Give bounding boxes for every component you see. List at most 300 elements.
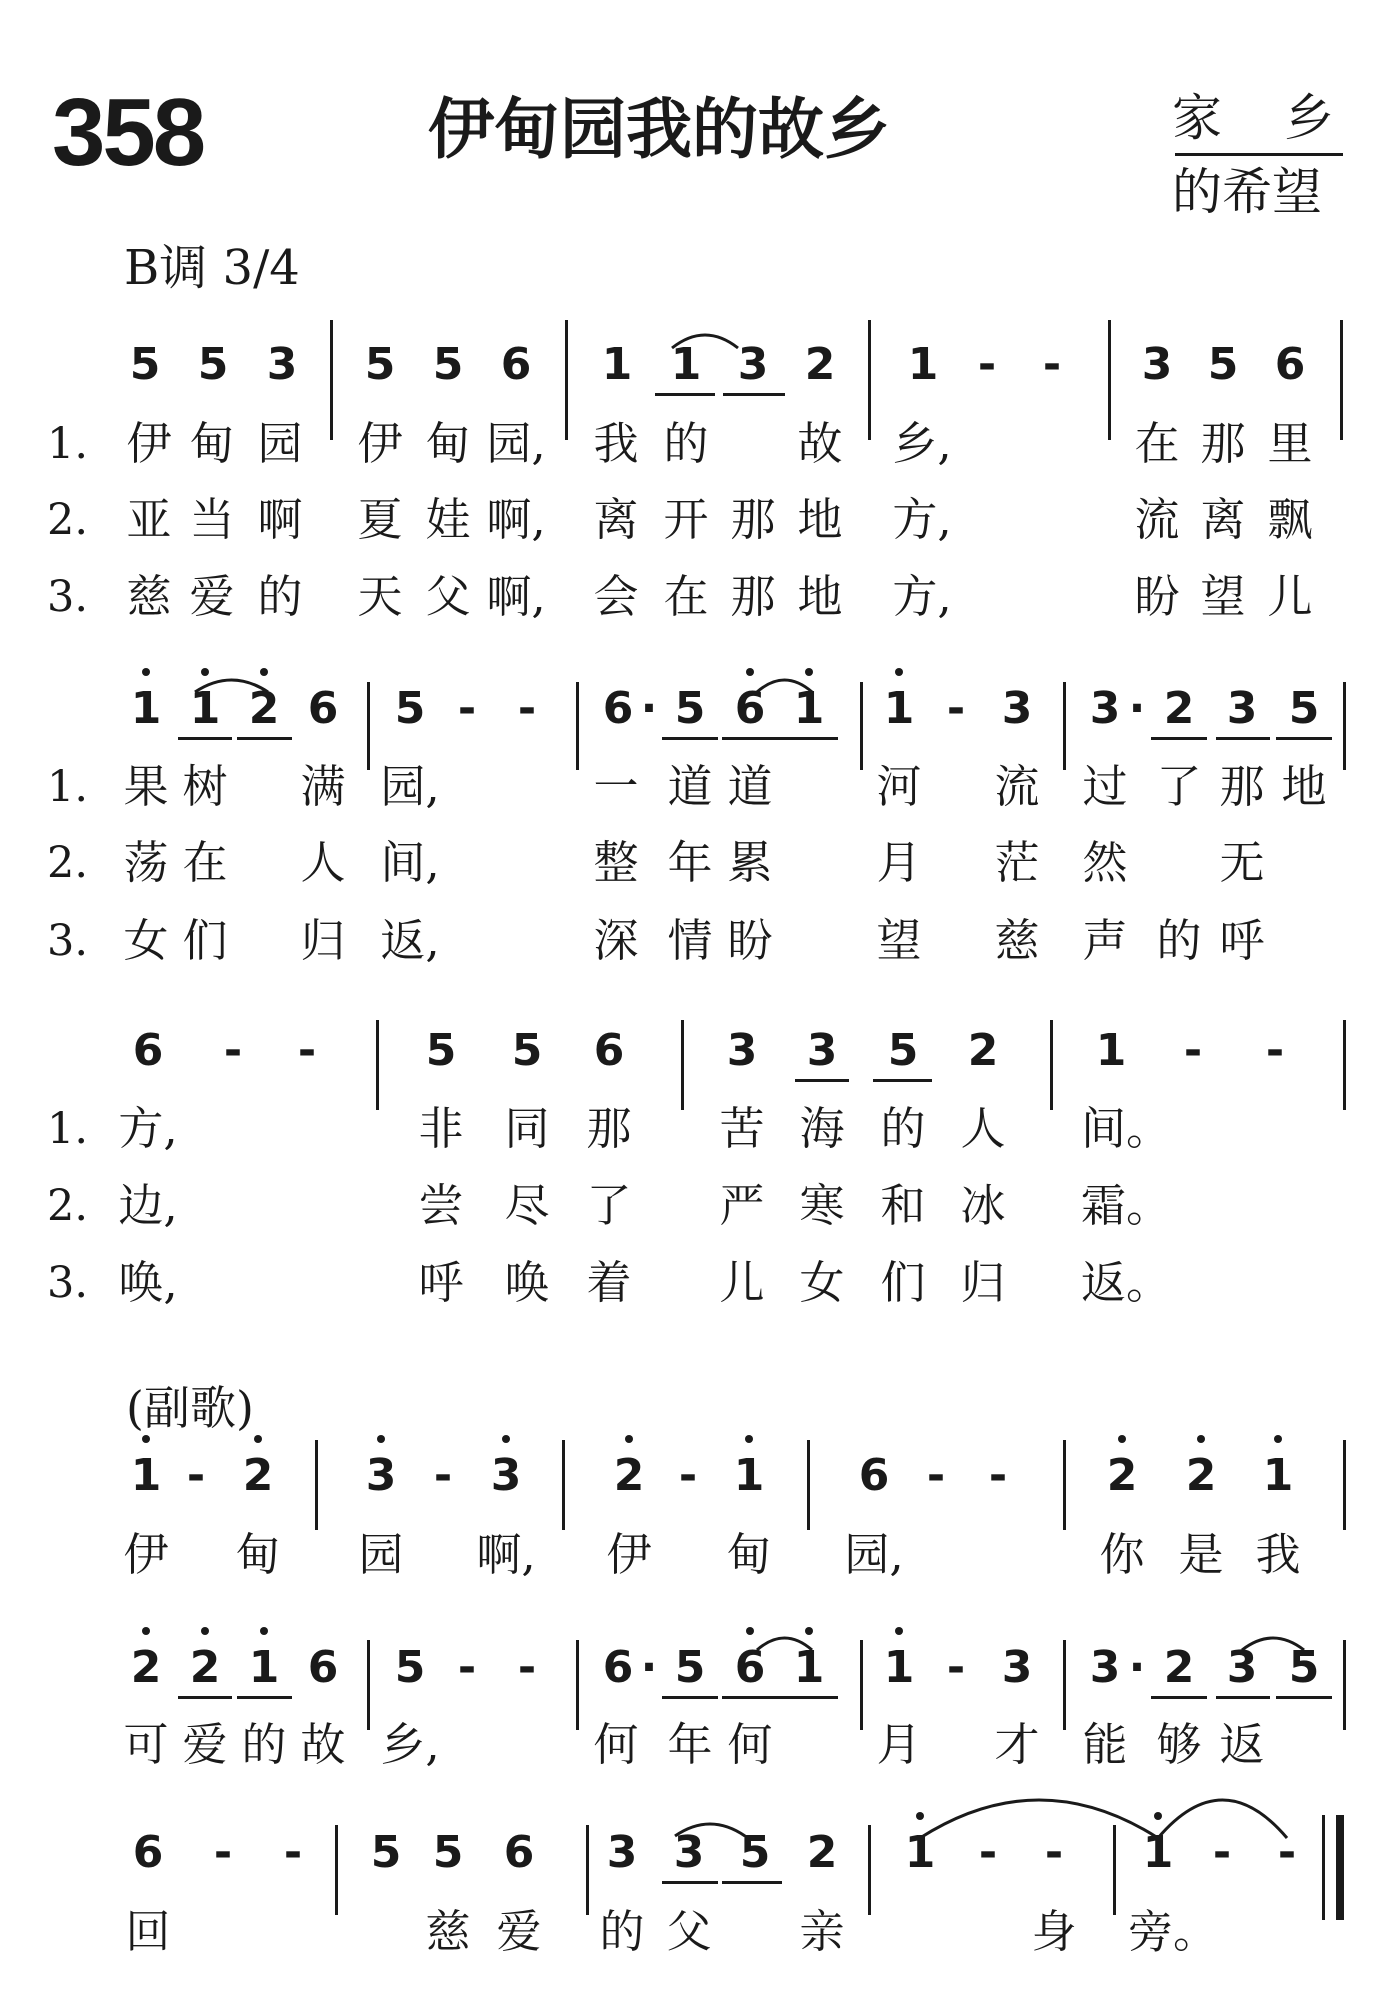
note-2: 2: [130, 1642, 162, 1693]
note-5: 5: [887, 1025, 919, 1076]
lyric-syllable: 飘: [1267, 493, 1313, 546]
note-5: 5: [511, 1025, 543, 1076]
note-3: 3: [806, 1025, 838, 1076]
bar-line: [562, 1440, 565, 1530]
note-6: 6: [734, 683, 766, 734]
lyric-syllable: 返,: [380, 914, 440, 967]
lyric-syllable: 慈: [425, 1905, 471, 1958]
note-5: 5: [197, 339, 229, 390]
eighth-underline: [1216, 737, 1270, 740]
note-1: 1: [1262, 1450, 1294, 1501]
key-signature: B调 3/4: [124, 240, 300, 296]
lyric-syllable: 声: [1082, 914, 1128, 967]
bar-line: [576, 682, 579, 770]
lyric-syllable: 甸: [425, 417, 471, 470]
bar-line: [1063, 1440, 1066, 1530]
eighth-underline: [662, 737, 718, 740]
note-3: 3: [1089, 683, 1121, 734]
lyric-syllable: 唤,: [118, 1256, 178, 1309]
eighth-underline: [662, 1696, 718, 1699]
lyric-syllable: 道: [727, 760, 773, 813]
bar-line: [335, 1825, 338, 1915]
octave-dot-high: [1118, 1435, 1126, 1443]
lyric-syllable: 地: [1281, 760, 1327, 813]
lyric-syllable: 间。: [1081, 1102, 1172, 1155]
note-3: 3: [1141, 339, 1173, 390]
lyric-syllable: 身: [1031, 1905, 1077, 1958]
octave-dot-high: [142, 1627, 150, 1635]
note-3: 3: [1001, 1642, 1033, 1693]
lyric-syllable: 伊: [126, 417, 172, 470]
note-1: 1: [130, 1450, 162, 1501]
lyric-syllable: 在: [182, 836, 228, 889]
note-5: 5: [1288, 1642, 1320, 1693]
verse-number: 3.: [47, 1258, 89, 1308]
bar-line: [1343, 682, 1346, 770]
octave-dot-high: [625, 1435, 633, 1443]
note-2: 2: [242, 1450, 274, 1501]
note-1: 1: [733, 1450, 765, 1501]
chorus-label: (副歌): [126, 1381, 254, 1435]
hold-dash: -: [517, 1642, 537, 1693]
octave-dot-high: [201, 1627, 209, 1635]
lyric-syllable: 乡,: [892, 417, 952, 470]
lyric-syllable: 情: [667, 914, 713, 967]
eighth-underline: [723, 393, 785, 396]
verse-number: 1.: [47, 419, 89, 469]
bar-line: [807, 1440, 810, 1530]
bar-line: [1343, 1640, 1346, 1730]
lyric-syllable: 望: [1200, 570, 1246, 623]
lyric-syllable: 园,: [486, 417, 546, 470]
lyric-syllable: 月: [876, 836, 922, 889]
note-2: 2: [189, 1642, 221, 1693]
eighth-underline: [722, 1881, 782, 1884]
eighth-underline: [178, 1696, 232, 1699]
octave-dot-high: [746, 668, 754, 676]
lyric-syllable: 了: [586, 1179, 632, 1232]
hold-dash: -: [283, 1827, 303, 1878]
note-2: 2: [1185, 1450, 1217, 1501]
octave-dot-high: [377, 1435, 385, 1443]
bar-line: [367, 1640, 370, 1730]
bar-line: [576, 1640, 579, 1730]
lyric-syllable: 甸: [726, 1528, 772, 1581]
lyric-syllable: 那: [1200, 417, 1246, 470]
eighth-underline: [1276, 1696, 1332, 1699]
lyric-syllable: 伊: [123, 1528, 169, 1581]
lyric-syllable: 呼: [1219, 914, 1265, 967]
note-5: 5: [364, 339, 396, 390]
lyric-syllable: 望: [876, 914, 922, 967]
lyric-syllable: 人: [960, 1102, 1006, 1155]
lyric-syllable: 故: [797, 417, 843, 470]
lyric-syllable: 盼: [727, 914, 773, 967]
lyric-syllable: 你: [1099, 1528, 1145, 1581]
lyric-syllable: 儿: [1267, 570, 1313, 623]
category-label-top: 家 乡: [1172, 89, 1340, 147]
lyric-syllable: 同: [504, 1102, 550, 1155]
note-1: 1: [248, 1642, 280, 1693]
lyric-syllable: 夏: [357, 493, 403, 546]
eighth-underline: [655, 393, 715, 396]
note-2: 2: [967, 1025, 999, 1076]
lyric-syllable: 啊: [257, 493, 303, 546]
octave-dot-high: [201, 668, 209, 676]
lyric-syllable: 非: [418, 1102, 464, 1155]
lyric-syllable: 边,: [118, 1179, 178, 1232]
lyric-syllable: 园,: [380, 760, 440, 813]
octave-dot-high: [254, 1435, 262, 1443]
bar-line: [330, 320, 333, 440]
lyric-syllable: 无: [1219, 836, 1265, 889]
bar-line: [868, 320, 871, 440]
bar-line: [1343, 1440, 1346, 1530]
eighth-underline: [1151, 1696, 1207, 1699]
bar-line: [1340, 320, 1343, 440]
eighth-underline: [662, 1881, 718, 1884]
lyric-syllable: 能: [1082, 1718, 1128, 1771]
octave-dot-high: [895, 1627, 903, 1635]
lyric-syllable: 年: [667, 1718, 713, 1771]
lyric-syllable: 娃: [425, 493, 471, 546]
note-2: 2: [804, 339, 836, 390]
note-6: 6: [500, 339, 532, 390]
lyric-syllable: 园: [257, 417, 303, 470]
lyric-syllable: 天: [357, 570, 403, 623]
verse-number: 1.: [47, 762, 89, 812]
lyric-syllable: 间,: [380, 836, 440, 889]
note-5: 5: [739, 1827, 771, 1878]
bar-line: [1063, 682, 1066, 770]
note-6: 6: [734, 1642, 766, 1693]
lyric-syllable: 旁。: [1128, 1905, 1219, 1958]
eighth-underline: [237, 1696, 292, 1699]
note-5: 5: [425, 1025, 457, 1076]
octave-dot-high: [1274, 1435, 1282, 1443]
lyric-syllable: 人: [300, 836, 346, 889]
lyric-syllable: 严: [719, 1179, 765, 1232]
hold-dash: -: [946, 683, 966, 734]
hold-dash: -: [457, 683, 477, 734]
note-1: 1: [883, 1642, 915, 1693]
hold-dash: -: [1183, 1025, 1203, 1076]
lyric-syllable: 地: [797, 493, 843, 546]
lyric-syllable: 啊,: [476, 1528, 536, 1581]
note-3: 3: [266, 339, 298, 390]
lyric-syllable: 冰: [960, 1179, 1006, 1232]
lyric-syllable: 亚: [126, 493, 172, 546]
lyric-syllable: 何: [593, 1718, 639, 1771]
lyric-syllable: 盼: [1134, 570, 1180, 623]
lyric-syllable: 园,: [844, 1528, 904, 1581]
hold-dash: -: [517, 683, 537, 734]
lyric-syllable: 是: [1178, 1528, 1224, 1581]
note-3: 3: [737, 339, 769, 390]
note-6: 6: [307, 1642, 339, 1693]
eighth-underline: [1151, 737, 1207, 740]
lyric-syllable: 尽: [504, 1179, 550, 1232]
octave-dot-high: [895, 668, 903, 676]
note-5: 5: [129, 339, 161, 390]
lyric-syllable: 园: [358, 1528, 404, 1581]
lyric-syllable: 年: [667, 836, 713, 889]
hold-dash: -: [223, 1025, 243, 1076]
bar-line: [1108, 320, 1111, 440]
hold-dash: -: [186, 1450, 206, 1501]
note-3: 3: [1089, 1642, 1121, 1693]
lyric-syllable: 我: [593, 417, 639, 470]
hold-dash: -: [988, 1450, 1008, 1501]
verse-number: 3.: [47, 916, 89, 966]
lyric-syllable: 一: [593, 760, 639, 813]
lyric-syllable: 甸: [235, 1528, 281, 1581]
note-2: 2: [613, 1450, 645, 1501]
note-1: 1: [883, 683, 915, 734]
lyric-syllable: 的: [599, 1905, 645, 1958]
note-6: 6: [602, 1642, 634, 1693]
eighth-underline: [1276, 737, 1332, 740]
dot-extension: ·: [640, 683, 658, 734]
bar-line: [1343, 1020, 1346, 1110]
hymn-number: 358: [52, 79, 204, 186]
hold-dash: -: [1044, 1827, 1064, 1878]
note-6: 6: [307, 683, 339, 734]
lyric-syllable: 慈: [126, 570, 172, 623]
lyric-syllable: 的: [241, 1718, 287, 1771]
note-1: 1: [670, 339, 702, 390]
octave-dot-high: [142, 1435, 150, 1443]
note-6: 6: [1274, 339, 1306, 390]
note-6: 6: [858, 1450, 890, 1501]
note-3: 3: [1001, 683, 1033, 734]
lyric-syllable: 的: [257, 570, 303, 623]
octave-dot-high: [916, 1812, 924, 1820]
note-1: 1: [793, 683, 825, 734]
verse-number: 3.: [47, 572, 89, 622]
lyric-syllable: 儿: [719, 1256, 765, 1309]
lyric-syllable: 那: [730, 570, 776, 623]
note-3: 3: [673, 1827, 705, 1878]
lyric-syllable: 啊,: [486, 570, 546, 623]
hold-dash: -: [926, 1450, 946, 1501]
lyric-syllable: 深: [593, 914, 639, 967]
lyric-syllable: 够: [1156, 1718, 1202, 1771]
lyric-syllable: 茫: [994, 836, 1040, 889]
eighth-underline: [873, 1079, 932, 1082]
bar-line: [315, 1440, 318, 1530]
lyric-syllable: 整: [593, 836, 639, 889]
eighth-underline: [722, 737, 782, 740]
lyric-syllable: 在: [663, 570, 709, 623]
octave-dot-high: [260, 668, 268, 676]
eighth-underline: [237, 737, 292, 740]
note-5: 5: [674, 683, 706, 734]
lyric-syllable: 伊: [357, 417, 403, 470]
lyric-syllable: 返: [1219, 1718, 1265, 1771]
octave-dot-high: [1197, 1435, 1205, 1443]
bar-line: [681, 1020, 684, 1110]
note-1: 1: [601, 339, 633, 390]
lyric-syllable: 地: [797, 570, 843, 623]
lyric-syllable: 离: [1200, 493, 1246, 546]
lyric-syllable: 然: [1082, 836, 1128, 889]
note-6: 6: [602, 683, 634, 734]
note-1: 1: [130, 683, 162, 734]
eighth-underline: [722, 1696, 782, 1699]
lyric-syllable: 女: [799, 1256, 845, 1309]
lyric-syllable: 甸: [189, 417, 235, 470]
lyric-syllable: 何: [727, 1718, 773, 1771]
lyric-syllable: 寒: [799, 1179, 845, 1232]
lyric-syllable: 着: [586, 1256, 632, 1309]
verse-number: 1.: [47, 1104, 89, 1154]
note-3: 3: [1226, 1642, 1258, 1693]
octave-dot-high: [502, 1435, 510, 1443]
lyric-syllable: 回: [125, 1905, 171, 1958]
lyric-syllable: 过: [1082, 760, 1128, 813]
lyric-syllable: 那: [730, 493, 776, 546]
bar-line: [1063, 1640, 1066, 1730]
lyric-syllable: 苦: [719, 1102, 765, 1155]
final-bar-thick: [1336, 1815, 1344, 1920]
eighth-underline: [781, 737, 838, 740]
octave-dot-high: [805, 668, 813, 676]
lyric-syllable: 父: [425, 570, 471, 623]
lyric-syllable: 才: [994, 1718, 1040, 1771]
lyric-syllable: 爱: [189, 570, 235, 623]
lyric-syllable: 和: [880, 1179, 926, 1232]
dot-extension: ·: [640, 1642, 658, 1693]
lyric-syllable: 了: [1156, 760, 1202, 813]
note-5: 5: [370, 1827, 402, 1878]
verse-number: 2.: [47, 495, 89, 545]
note-5: 5: [394, 683, 426, 734]
hold-dash: -: [678, 1450, 698, 1501]
note-2: 2: [248, 683, 280, 734]
hold-dash: -: [457, 1642, 477, 1693]
lyric-syllable: 果: [123, 760, 169, 813]
final-bar-thin: [1322, 1815, 1325, 1920]
lyric-syllable: 父: [666, 1905, 712, 1958]
octave-dot-high: [142, 668, 150, 676]
dot-extension: ·: [1128, 1642, 1146, 1693]
lyric-syllable: 们: [182, 914, 228, 967]
lyric-syllable: 的: [1156, 914, 1202, 967]
lyric-syllable: 河: [876, 760, 922, 813]
note-2: 2: [1163, 683, 1195, 734]
lyric-syllable: 里: [1267, 417, 1313, 470]
hymn-title: 伊甸园我的故乡: [428, 91, 890, 168]
note-6: 6: [593, 1025, 625, 1076]
lyric-syllable: 方,: [118, 1102, 178, 1155]
hold-dash: -: [1212, 1827, 1232, 1878]
lyric-syllable: 返。: [1081, 1256, 1172, 1309]
lyric-syllable: 流: [994, 760, 1040, 813]
lyric-syllable: 方,: [892, 493, 952, 546]
eighth-underline: [1216, 1696, 1270, 1699]
note-3: 3: [606, 1827, 638, 1878]
hold-dash: -: [1042, 339, 1062, 390]
note-3: 3: [1226, 683, 1258, 734]
lyric-syllable: 会: [593, 570, 639, 623]
note-1: 1: [904, 1827, 936, 1878]
octave-dot-high: [805, 1627, 813, 1635]
note-1: 1: [793, 1642, 825, 1693]
lyric-syllable: 当: [189, 493, 235, 546]
lyric-syllable: 离: [593, 493, 639, 546]
lyric-syllable: 我: [1255, 1528, 1301, 1581]
lyric-syllable: 乡,: [380, 1718, 440, 1771]
note-2: 2: [1106, 1450, 1138, 1501]
hold-dash: -: [433, 1450, 453, 1501]
note-5: 5: [432, 1827, 464, 1878]
bar-line: [565, 320, 568, 440]
note-5: 5: [1207, 339, 1239, 390]
note-2: 2: [806, 1827, 838, 1878]
bar-line: [367, 682, 370, 770]
dot-extension: ·: [1128, 683, 1146, 734]
lyric-syllable: 月: [876, 1718, 922, 1771]
eighth-underline: [781, 1696, 838, 1699]
note-6: 6: [132, 1827, 164, 1878]
lyric-syllable: 归: [300, 914, 346, 967]
bar-line: [860, 682, 863, 770]
note-3: 3: [726, 1025, 758, 1076]
hold-dash: -: [297, 1025, 317, 1076]
bar-line: [860, 1640, 863, 1730]
lyric-syllable: 慈: [994, 914, 1040, 967]
hold-dash: -: [978, 1827, 998, 1878]
octave-dot-high: [1154, 1812, 1162, 1820]
lyric-syllable: 的: [880, 1102, 926, 1155]
note-5: 5: [432, 339, 464, 390]
lyric-syllable: 尝: [418, 1179, 464, 1232]
lyric-syllable: 流: [1134, 493, 1180, 546]
lyric-syllable: 荡: [123, 836, 169, 889]
lyric-syllable: 爱: [182, 1718, 228, 1771]
category-label-bottom: 的希望: [1172, 163, 1322, 221]
note-5: 5: [674, 1642, 706, 1693]
lyric-syllable: 唤: [504, 1256, 550, 1309]
lyric-syllable: 女: [123, 914, 169, 967]
lyric-syllable: 累: [727, 836, 773, 889]
bar-line: [376, 1020, 379, 1110]
note-3: 3: [365, 1450, 397, 1501]
hold-dash: -: [1277, 1827, 1297, 1878]
lyric-syllable: 归: [960, 1256, 1006, 1309]
lyric-syllable: 啊,: [486, 493, 546, 546]
note-1: 1: [1142, 1827, 1174, 1878]
octave-dot-high: [745, 1435, 753, 1443]
bar-line: [1050, 1020, 1053, 1110]
lyric-syllable: 在: [1134, 417, 1180, 470]
bar-line: [1113, 1825, 1116, 1915]
lyric-syllable: 故: [300, 1718, 346, 1771]
note-1: 1: [1095, 1025, 1127, 1076]
lyric-syllable: 开: [663, 493, 709, 546]
octave-dot-high: [260, 1627, 268, 1635]
note-1: 1: [907, 339, 939, 390]
octave-dot-high: [746, 1627, 754, 1635]
verse-number: 2.: [47, 1181, 89, 1231]
note-1: 1: [189, 683, 221, 734]
note-6: 6: [503, 1827, 535, 1878]
lyric-syllable: 那: [586, 1102, 632, 1155]
hold-dash: -: [1265, 1025, 1285, 1076]
lyric-syllable: 呼: [418, 1256, 464, 1309]
eighth-underline: [178, 737, 232, 740]
